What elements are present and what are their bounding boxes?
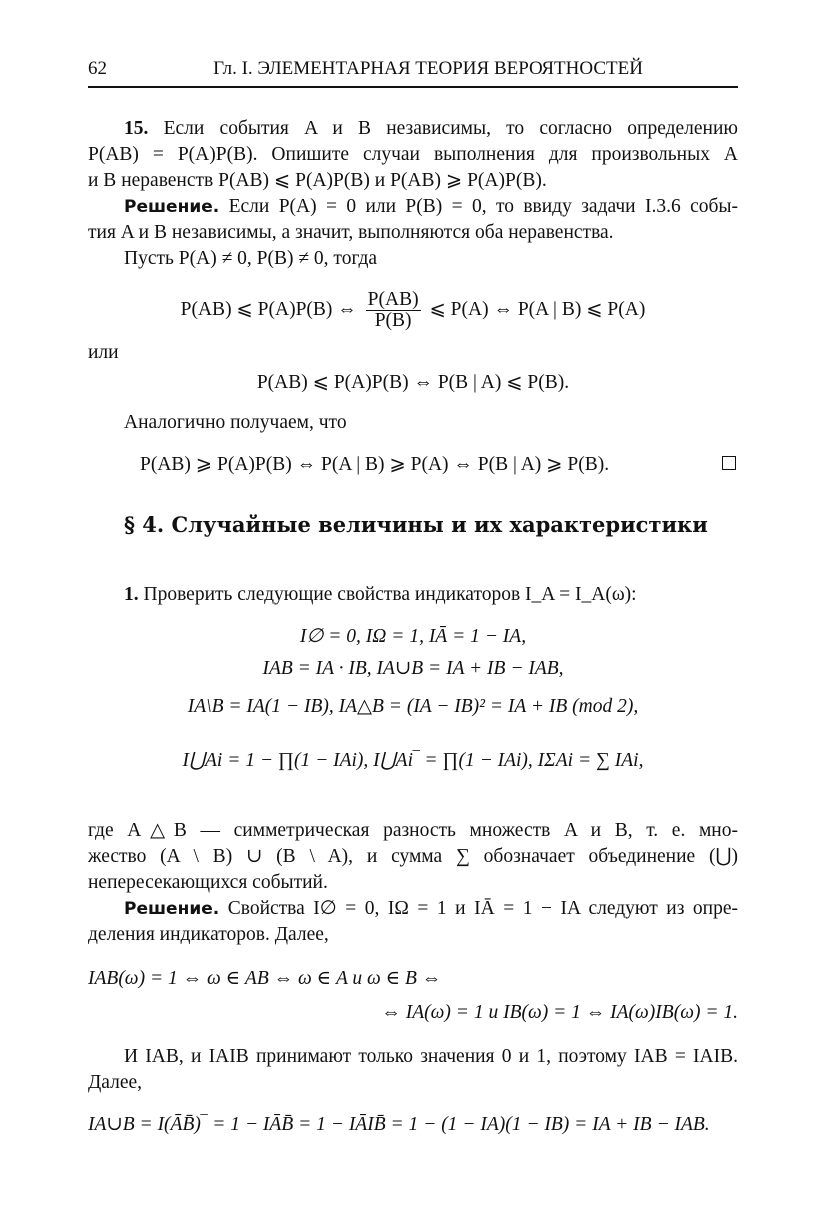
problem1-intro: Проверить следующие свойства индикаторов I_A = I_A(ω): <box>143 584 637 605</box>
problem15-solution-line2: тия A и B независимы, а значит, выполняются оба неравенства. <box>88 222 614 243</box>
formula-1: I∅ = 0, IΩ = 1, IĀ = 1 − IA, <box>299 626 527 647</box>
problem1-solution-line1 <box>124 896 738 922</box>
equation-3: P(AB) ⩾ P(A)P(B) ⇔ P(A | B) ⩾ P(A) ⇔ P(B | A) ⩾ P(B). <box>140 454 610 475</box>
formula-2: IAB = IA · IB, IA∪B = IA + IB − IAB, <box>262 658 564 679</box>
eq1-denominator: P(B) <box>374 310 412 332</box>
problem1-number: 1. <box>124 584 139 605</box>
equation-4-line2: ⇔ IA(ω) = 1 и IB(ω) = 1 ⇔ IA(ω)IB(ω) = 1. <box>381 1002 738 1023</box>
header-rule <box>88 86 738 88</box>
page-number: 62 <box>88 58 107 79</box>
problem15-sol1: Если P(A) = 0 или P(B) = 0, то ввиду задачи I.3.6 собы- <box>228 196 739 217</box>
where-line3: непересекающихся событий. <box>88 872 328 893</box>
where-line2: жество (A \ B) ∪ (B \ A), и сумма ∑ обозначает объединение (⋃) <box>88 846 738 867</box>
problem15-solution-label: Решение. <box>124 197 220 217</box>
equation-4-line1: IAB(ω) = 1 ⇔ ω ∈ AB ⇔ ω ∈ A и ω ∈ B ⇔ <box>88 968 442 989</box>
problem1-solution-label: Решение. <box>124 899 220 919</box>
problem15-solution-line1 <box>124 194 738 220</box>
or-word: или <box>88 342 119 363</box>
equation-5: IA∪B = I(ĀB̄)‾ = 1 − IĀB̄ = 1 − IĀIB̄ = 1 − (1 − IA)(1 − IB) = IA + IB − IAB. <box>88 1114 710 1135</box>
problem15-line1 <box>124 116 738 142</box>
problem15-solution-line3: Пусть P(A) ≠ 0, P(B) ≠ 0, тогда <box>124 248 378 269</box>
problem15-line3: и B неравенств P(AB) ⩽ P(A)P(B) и P(AB) ⩾ P(A)P(B). <box>88 170 547 191</box>
problem1-sol1: Свойства I∅ = 0, IΩ = 1 и IĀ = 1 − IA следуют из опре- <box>227 898 739 919</box>
problem15-line2: P(AB) = P(A)P(B). Опишите случаи выполнения для произвольных A <box>88 144 738 165</box>
problem1-intro-line <box>124 582 738 608</box>
running-title: Гл. I. ЭЛЕМЕНТАРНАЯ ТЕОРИЯ ВЕРОЯТНОСТЕЙ <box>213 58 643 79</box>
formula-3: IA\B = IA(1 − IB), IA△B = (IA − IB)² = IA + IB (mod 2), <box>187 696 639 717</box>
eq1-left: P(AB) ⩽ P(A)P(B) ⇔ <box>180 299 357 320</box>
problem15-number: 15. <box>124 118 149 139</box>
problem1-solution-line4: Далее, <box>88 1072 143 1093</box>
eq1-fraction <box>366 290 421 331</box>
equation-1 <box>88 290 738 330</box>
section-title: § 4. Случайные величины и их характеристики <box>124 512 708 537</box>
problem1-solution-line2: деления индикаторов. Далее, <box>88 924 329 945</box>
qed-box <box>722 456 736 470</box>
eq1-numerator: P(AB) <box>367 289 419 311</box>
problem1-solution-line3: И IAB, и IAIB принимают только значения 0 и 1, поэтому IAB = IAIB. <box>124 1046 738 1067</box>
where-line1: где A△B — симметрическая разность множеств A и B, т. е. мно- <box>88 820 738 841</box>
equation-2: P(AB) ⩽ P(A)P(B) ⇔ P(B | A) ⩽ P(B). <box>256 372 570 393</box>
analog-text: Аналогично получаем, что <box>124 412 347 433</box>
problem15-text1: Если события A и B независимы, то согласно определению <box>163 118 738 139</box>
eq1-right: ⩽ P(A) ⇔ P(A | B) ⩽ P(A) <box>429 299 646 320</box>
formula-4: I⋃Ai = 1 − ∏(1 − IAi), I⋃Ai‾ = ∏(1 − IAi), IΣAi = ∑ IAi, <box>182 750 644 771</box>
